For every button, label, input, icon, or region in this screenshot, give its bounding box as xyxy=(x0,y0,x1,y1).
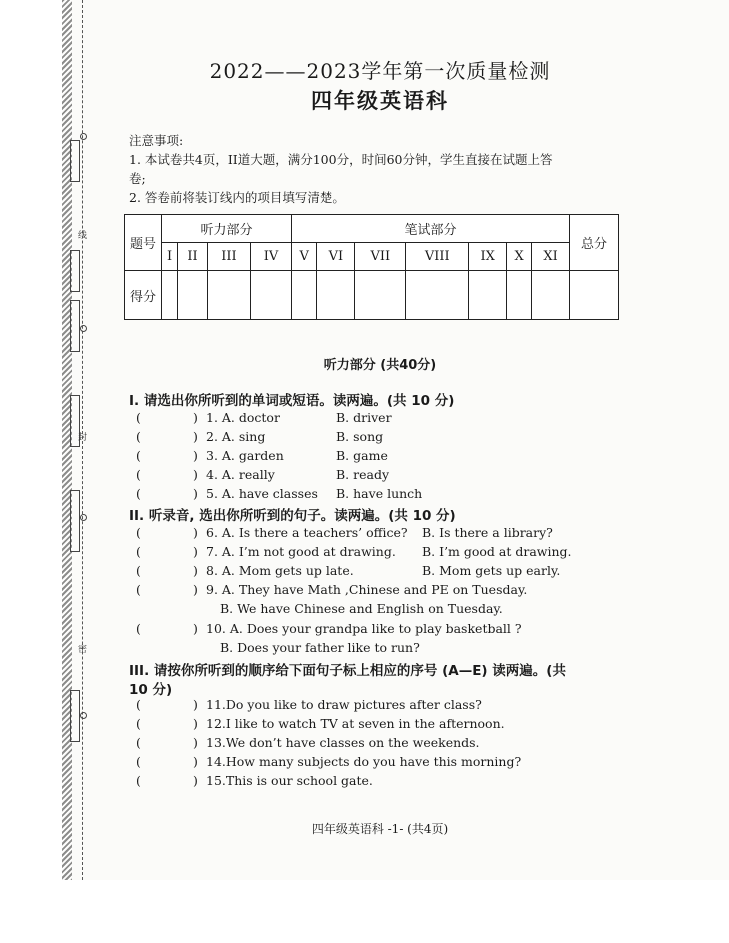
notice-line: 2. 答卷前将装订线内的项目填写清楚。 xyxy=(129,190,345,205)
table-group-cell: 笔试部分 xyxy=(291,215,569,243)
binding-char: 密 xyxy=(78,645,88,655)
table-numeral-cell: X xyxy=(507,243,532,271)
option-b: B. game xyxy=(336,448,388,463)
answer-paren-open: ( xyxy=(136,486,141,501)
option-a: 8. A. Mom gets up late. xyxy=(206,563,354,578)
score-cell[interactable] xyxy=(507,271,532,320)
option-b: B. song xyxy=(336,429,384,444)
option-b: B. Mom gets up early. xyxy=(422,563,561,578)
sentence-item: 13.We don’t have classes on the weekends. xyxy=(206,735,480,750)
notice-heading: 注意事项: xyxy=(129,133,184,148)
sentence-item: 11.Do you like to draw pictures after class? xyxy=(206,697,482,712)
table-numeral-cell: VIII xyxy=(406,243,469,271)
listening-heading: 听力部分 (共40分) xyxy=(323,358,437,373)
score-cell[interactable] xyxy=(207,271,250,320)
option-b: B. ready xyxy=(336,467,390,482)
answer-paren-open: ( xyxy=(136,621,141,636)
binding-hole-icon xyxy=(80,712,87,719)
section-title-cont: 10 分) xyxy=(129,682,173,698)
exam-title: 2022——2023学年第一次质量检测 xyxy=(209,59,551,83)
table-numeral-cell: II xyxy=(178,243,208,271)
binding-char: 封 xyxy=(78,433,88,443)
answer-paren-close: ) xyxy=(193,621,198,636)
table-group-cell: 听力部分 xyxy=(162,215,292,243)
option-a: 6. A. Is there a teachers’ office? xyxy=(206,525,408,540)
answer-paren-close: ) xyxy=(193,773,198,788)
table-header-cell: 总分 xyxy=(570,215,619,271)
option-b: B. Does your father like to run? xyxy=(220,640,420,655)
section-title: II. 听录音, 选出你所听到的句子。读两遍。(共 10 分) xyxy=(129,508,456,524)
sentence-item: 15.This is our school gate. xyxy=(206,773,373,788)
binding-char: 线 xyxy=(78,231,88,241)
answer-paren-close: ) xyxy=(193,410,198,425)
section-title: III. 请按你所听到的顺序给下面句子标上相应的序号 (A—E) 读两遍。(共 xyxy=(129,663,566,679)
binding-hole-icon xyxy=(80,514,87,521)
option-a: 2. A. sing xyxy=(206,429,266,444)
answer-paren-open: ( xyxy=(136,582,141,597)
option-a: 7. A. I’m not good at drawing. xyxy=(206,544,396,559)
answer-paren-open: ( xyxy=(136,410,141,425)
score-cell[interactable] xyxy=(162,271,178,320)
score-cell[interactable] xyxy=(178,271,208,320)
score-cell[interactable] xyxy=(355,271,406,320)
binding-box xyxy=(70,250,80,292)
binding-hole-icon xyxy=(80,325,87,332)
exam-subject: 四年级英语科 xyxy=(311,89,449,113)
answer-paren-close: ) xyxy=(193,467,198,482)
answer-paren-open: ( xyxy=(136,735,141,750)
sentence-item: 14.How many subjects do you have this morning? xyxy=(206,754,522,769)
table-header-cell: 题号 xyxy=(125,215,162,271)
option-b: B. have lunch xyxy=(336,486,423,501)
answer-paren-open: ( xyxy=(136,773,141,788)
answer-paren-close: ) xyxy=(193,735,198,750)
table-numeral-cell: IV xyxy=(250,243,291,271)
answer-paren-open: ( xyxy=(136,754,141,769)
answer-paren-open: ( xyxy=(136,716,141,731)
option-a: 3. A. garden xyxy=(206,448,284,463)
score-cell[interactable] xyxy=(532,271,570,320)
answer-paren-close: ) xyxy=(193,429,198,444)
table-numeral-cell: VII xyxy=(355,243,406,271)
answer-paren-close: ) xyxy=(193,486,198,501)
answer-paren-close: ) xyxy=(193,582,198,597)
score-cell[interactable] xyxy=(317,271,355,320)
binding-box xyxy=(70,140,80,182)
score-cell[interactable] xyxy=(291,271,316,320)
answer-paren-open: ( xyxy=(136,525,141,540)
option-a: 5. A. have classes xyxy=(206,486,318,501)
answer-paren-close: ) xyxy=(193,716,198,731)
score-cell[interactable] xyxy=(570,271,619,320)
option-a: 10. A. Does your grandpa like to play basketball ? xyxy=(206,621,522,636)
notice-line: 1. 本试卷共4页，II道大题，满分100分，时间60分钟，学生直接在试题上答 xyxy=(129,152,553,167)
answer-paren-close: ) xyxy=(193,448,198,463)
option-a: 4. A. really xyxy=(206,467,275,482)
sentence-item: 12.I like to watch TV at seven in the afternoon. xyxy=(206,716,505,731)
table-numeral-cell: IX xyxy=(469,243,507,271)
option-b: B. We have Chinese and English on Tuesday. xyxy=(220,601,503,616)
notice-line: 卷; xyxy=(129,171,146,186)
option-a: 1. A. doctor xyxy=(206,410,280,425)
table-numeral-cell: XI xyxy=(532,243,570,271)
scan-margin xyxy=(0,880,729,943)
binding-box xyxy=(70,690,80,742)
option-b: B. Is there a library? xyxy=(422,525,553,540)
answer-paren-open: ( xyxy=(136,448,141,463)
option-b: B. I’m good at drawing. xyxy=(422,544,572,559)
score-cell[interactable] xyxy=(250,271,291,320)
table-numeral-cell: III xyxy=(207,243,250,271)
answer-paren-open: ( xyxy=(136,697,141,712)
option-a: 9. A. They have Math ,Chinese and PE on Tuesday. xyxy=(206,582,528,597)
table-numeral-cell: V xyxy=(291,243,316,271)
option-b: B. driver xyxy=(336,410,392,425)
binding-hole-icon xyxy=(80,133,87,140)
score-table xyxy=(124,214,619,320)
table-numeral-cell: I xyxy=(162,243,178,271)
table-numeral-cell: VI xyxy=(317,243,355,271)
answer-paren-close: ) xyxy=(193,563,198,578)
answer-paren-close: ) xyxy=(193,754,198,769)
answer-paren-open: ( xyxy=(136,563,141,578)
score-cell[interactable] xyxy=(469,271,507,320)
answer-paren-close: ) xyxy=(193,525,198,540)
table-header-cell: 得分 xyxy=(125,271,162,320)
section-title: I. 请选出你所听到的单词或短语。读两遍。(共 10 分) xyxy=(129,393,455,409)
answer-paren-open: ( xyxy=(136,544,141,559)
score-cell[interactable] xyxy=(406,271,469,320)
answer-paren-close: ) xyxy=(193,697,198,712)
binding-box xyxy=(70,300,80,352)
answer-paren-open: ( xyxy=(136,467,141,482)
answer-paren-open: ( xyxy=(136,429,141,444)
binding-box xyxy=(70,490,80,552)
answer-paren-close: ) xyxy=(193,544,198,559)
page-footer: 四年级英语科 -1- (共4页) xyxy=(311,822,449,836)
